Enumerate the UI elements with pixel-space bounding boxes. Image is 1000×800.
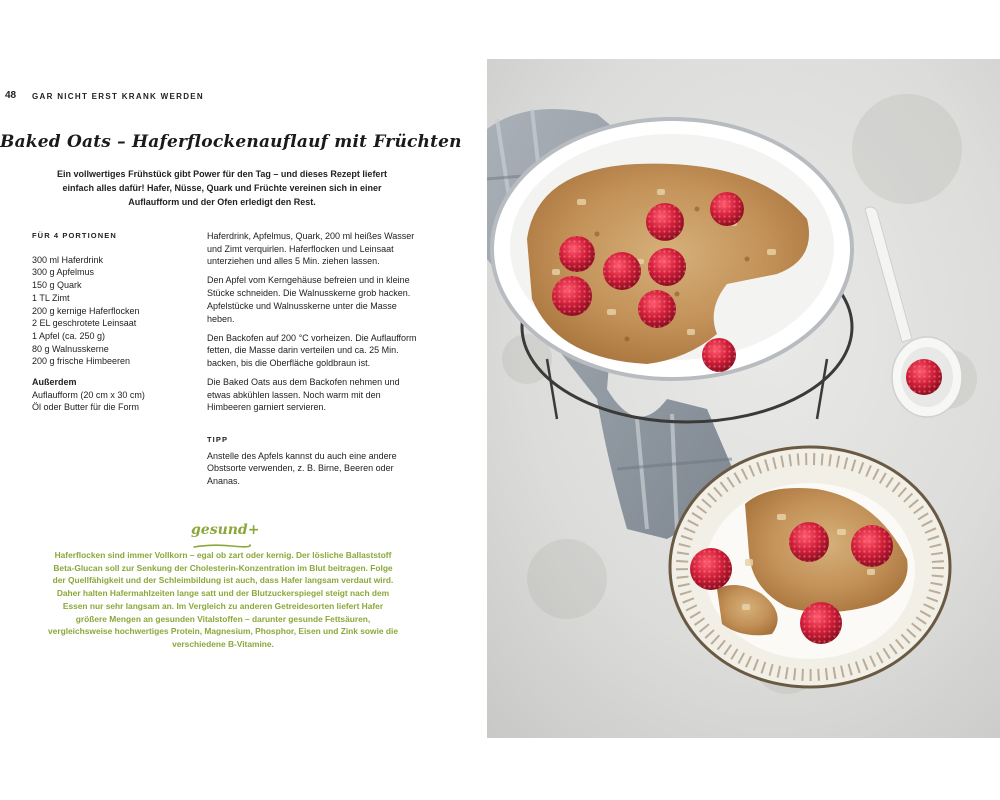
ingredient-item: 1 TL Zimt: [32, 292, 70, 303]
extra-list: [32, 389, 192, 414]
left-page: [0, 0, 487, 800]
ingredient-list: [32, 254, 192, 368]
method-step: Den Backofen auf 200 °C vorheizen. Die Auflaufform fetten, die Masse darin verteilen und ca. 25 Min. backen, bis die Oberfläche goldbraun ist.: [207, 332, 417, 368]
gesund-info-text: Haferflocken sind immer Vollkorn – egal ob zart oder kernig. Der lösliche Ballaststoff Beta-Glucan soll zur Senkung der Cholesterin-Konzentration im Blut beitragen. Folge der Quellfähigkeit und der Schleimbildung ist auch, dass Hafer langsam verdaut wird. Daher halten Hafermahlzeiten lange satt und der Blutzuckerspiegel steigt nach dem Essen nur sehr langsam an. Im Vergleich zu anderen Getreidesorten liefert Hafer größere Mengen an gesunden Vitalstoffen – darunter gesunde Fettsäuren, vergleichsweise hochwertiges Protein, Magnesium, Phosphor, Eisen und Zink sowie die verschiedene B-Vitamine.: [48, 550, 398, 649]
ingredient-item: 1 Apfel (ca. 250 g): [32, 330, 106, 341]
tip-heading: TIPP: [207, 435, 229, 445]
portions-heading: FÜR 4 PORTIONEN: [32, 231, 117, 240]
extra-item: Auflaufform (20 cm x 30 cm): [32, 389, 145, 400]
extra-item: Öl oder Butter für die Form: [32, 402, 140, 413]
extra-heading: Außerdem: [32, 377, 77, 388]
ingredient-item: 2 EL geschrotete Leinsaat: [32, 318, 137, 329]
recipe-intro: Ein vollwertiges Frühstück gibt Power für den Tag – und dieses Rezept liefert einfach alles dafür! Hafer, Nüsse, Quark und Früchte vereinen sich in einer Auflaufform und der Ofen erledigt den Rest.: [57, 169, 387, 207]
gesund-logo: gesund+: [191, 522, 260, 538]
ingredient-item: 200 g frische Himbeeren: [32, 356, 131, 367]
method-column: [207, 230, 422, 488]
tip-text: Anstelle des Apfels kannst du auch eine andere Obstsorte verwenden, z. B. Birne, Beeren oder Ananas.: [207, 450, 397, 487]
method-step: Die Baked Oats aus dem Backofen nehmen und etwas abkühlen lassen. Noch warm mit den Himbeeren garniert servieren.: [207, 376, 400, 413]
page-number: 48: [5, 90, 17, 101]
recipe-title: Baked Oats – Haferflockenauflauf mit Früchten: [0, 132, 462, 152]
method-step: Haferdrink, Apfelmus, Quark, 200 ml heißes Wasser und Zimt verquirlen. Haferflocken und Leinsaat unterziehen und alles 5 Min. ziehen lassen.: [207, 231, 415, 267]
ingredient-item: 300 g Apfelmus: [32, 267, 95, 278]
ingredients-column: [32, 230, 192, 414]
method-step: Den Apfel vom Kerngehäuse befreien und in kleine Stücke schneiden. Die Walnusskerne grob hacken. Apfelstücke und Walnusskerne unter die Masse heben.: [207, 275, 411, 324]
baked-oats-photo: [487, 59, 1000, 738]
ingredient-item: 300 ml Haferdrink: [32, 254, 104, 265]
running-head: GAR NICHT ERST KRANK WERDEN: [32, 92, 204, 101]
ingredient-item: 80 g Walnusskerne: [32, 343, 109, 354]
ingredient-item: 200 g kernige Haferflocken: [32, 305, 140, 316]
ingredient-item: 150 g Quark: [32, 280, 82, 291]
